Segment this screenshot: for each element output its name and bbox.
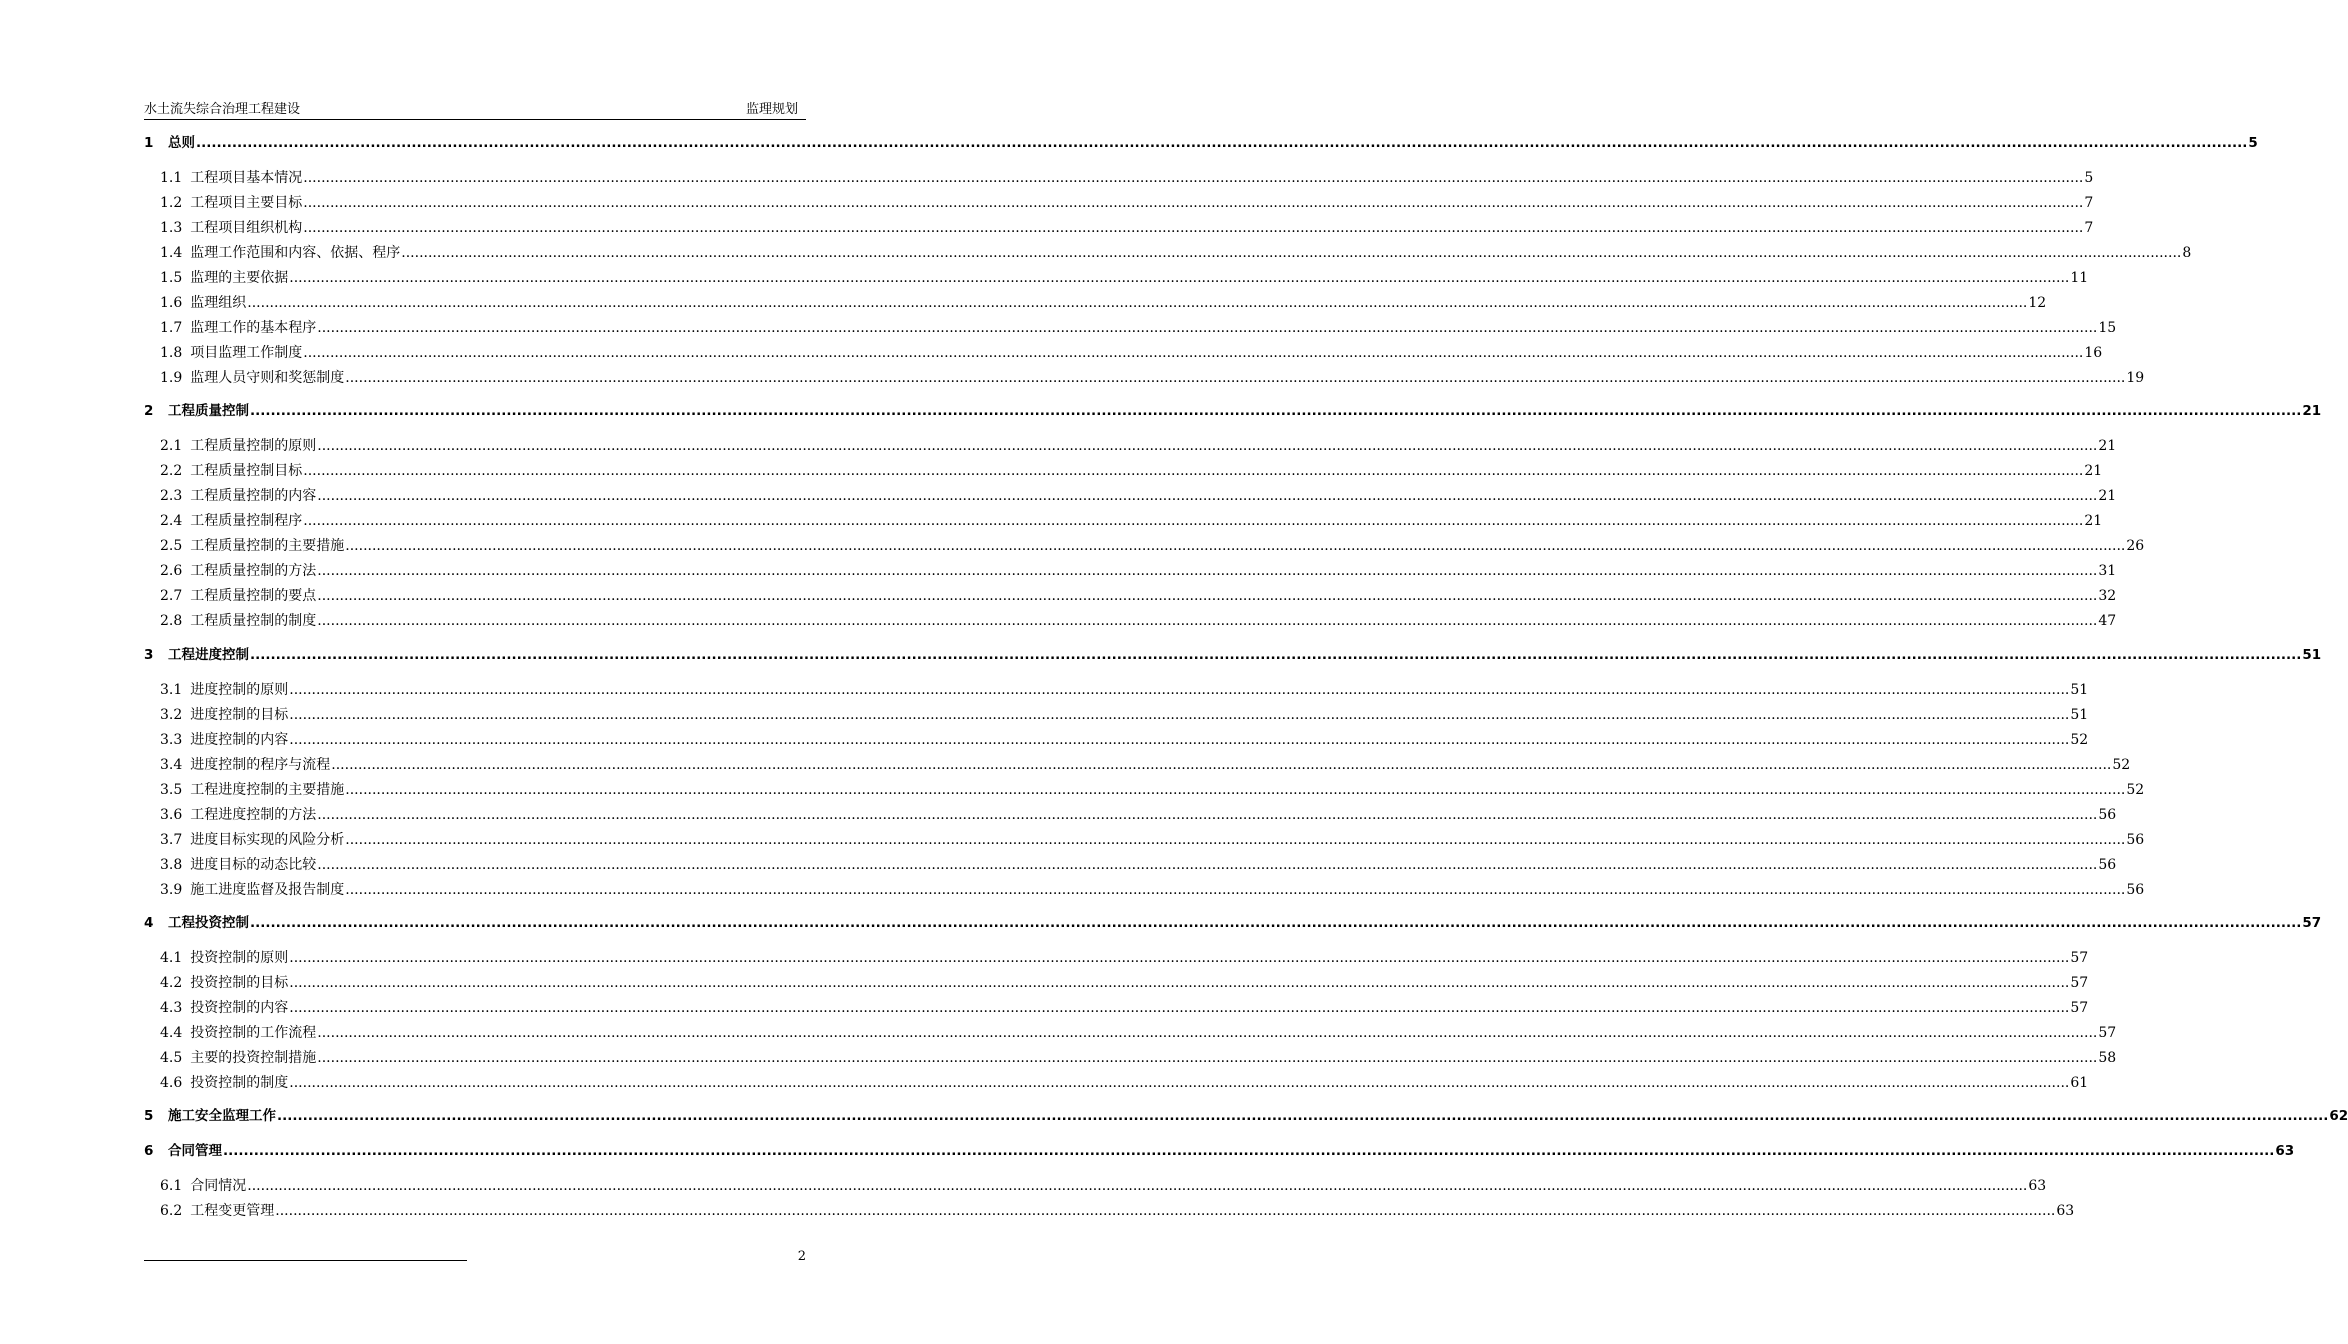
toc-entry-title: 进度目标实现的风险分析 xyxy=(190,832,345,848)
toc-dot-leader: ................................................................................................................................................................................................................................................................................................................................................................................................................ xyxy=(289,950,2070,966)
toc-entry-title: 工程质量控制的主要措施 xyxy=(190,538,345,554)
toc-entry-title: 工程质量控制的原则 xyxy=(190,438,317,454)
toc-entry-page: 31 xyxy=(2098,563,2117,579)
toc-entry-number: 2.2 xyxy=(160,463,183,479)
toc-entry-page: 56 xyxy=(2126,832,2145,848)
toc-entry-page: 63 xyxy=(2056,1203,2075,1219)
toc-entry-title: 进度控制的原则 xyxy=(190,682,289,698)
toc-chapter-entry[interactable] xyxy=(144,645,2322,665)
toc-entry-number: 1.8 xyxy=(160,345,183,361)
toc-entry-title: 工程质量控制的制度 xyxy=(190,613,317,629)
toc-section-entry[interactable] xyxy=(160,730,2089,750)
toc-entry-page: 57 xyxy=(2070,950,2089,966)
toc-dot-leader: ................................................................................................................................................................................................................................................................................................................................................................................................................ xyxy=(345,782,2126,798)
toc-entry-page: 58 xyxy=(2098,1050,2117,1066)
toc-entry-title: 工程质量控制的要点 xyxy=(190,588,317,604)
toc-section-entry[interactable] xyxy=(160,1023,2117,1043)
toc-entry-page: 21 xyxy=(2098,488,2117,504)
toc-dot-leader: ................................................................................................................................................................................................................................................................................................................................................................................................................ xyxy=(317,438,2098,454)
toc-entry-number: 1 xyxy=(144,135,154,151)
toc-section-entry[interactable] xyxy=(160,436,2117,456)
toc-entry-number: 1.2 xyxy=(160,195,183,211)
toc-entry-page: 56 xyxy=(2098,857,2117,873)
toc-entry-number: 4.1 xyxy=(160,950,183,966)
toc-entry-title: 投资控制的目标 xyxy=(190,975,289,991)
toc-section-entry[interactable] xyxy=(160,586,2117,606)
toc-section-entry[interactable] xyxy=(160,973,2089,993)
toc-entry-number: 1.7 xyxy=(160,320,183,336)
toc-entry-number: 2.8 xyxy=(160,613,183,629)
toc-dot-leader: ................................................................................................................................................................................................................................................................................................................................................................................................................ xyxy=(247,295,2028,311)
toc-entry-page: 32 xyxy=(2098,588,2117,604)
toc-section-entry[interactable] xyxy=(160,168,2094,188)
toc-entry-number: 6.2 xyxy=(160,1203,183,1219)
toc-entry-page: 52 xyxy=(2112,757,2131,773)
toc-entry-page: 51 xyxy=(2302,647,2322,663)
toc-entry-number: 2.7 xyxy=(160,588,183,604)
toc-dot-leader: ................................................................................................................................................................................................................................................................................................................................................................................................................ xyxy=(289,1000,2070,1016)
toc-dot-leader: ................................................................................................................................................................................................................................................................................................................................................................................................................ xyxy=(317,563,2098,579)
toc-entry-number: 1.6 xyxy=(160,295,183,311)
toc-chapter-entry[interactable] xyxy=(144,1141,2295,1161)
toc-entry-title: 工程质量控制的方法 xyxy=(190,563,317,579)
toc-entry-title: 工程项目组织机构 xyxy=(190,220,303,236)
toc-entry-page: 63 xyxy=(2275,1143,2295,1159)
toc-entry-title: 投资控制的制度 xyxy=(190,1075,289,1091)
toc-dot-leader: ................................................................................................................................................................................................................................................................................................................................................................................................................ xyxy=(289,1075,2070,1091)
toc-dot-leader: ................................................................................................................................................................................................................................................................................................................................................................................................................ xyxy=(223,1143,2275,1159)
toc-entry-title: 合同管理 xyxy=(168,1143,222,1159)
toc-section-entry[interactable] xyxy=(160,830,2145,850)
toc-entry-page: 56 xyxy=(2126,882,2145,898)
toc-section-entry[interactable] xyxy=(160,218,2094,238)
toc-entry-page: 57 xyxy=(2098,1025,2117,1041)
toc-dot-leader: ................................................................................................................................................................................................................................................................................................................................................................................................................ xyxy=(331,757,2112,773)
footer-divider xyxy=(144,1260,467,1261)
toc-entry-number: 2 xyxy=(144,403,154,419)
toc-dot-leader: ................................................................................................................................................................................................................................................................................................................................................................................................................ xyxy=(275,1203,2056,1219)
toc-entry-number: 6.1 xyxy=(160,1178,183,1194)
toc-entry-number: 1.1 xyxy=(160,170,183,186)
toc-section-entry[interactable] xyxy=(160,705,2089,725)
toc-entry-page: 5 xyxy=(2248,135,2258,151)
toc-dot-leader: ................................................................................................................................................................................................................................................................................................................................................................................................................ xyxy=(277,1108,2329,1124)
toc-dot-leader: ................................................................................................................................................................................................................................................................................................................................................................................................................ xyxy=(345,538,2126,554)
toc-entry-number: 2.3 xyxy=(160,488,183,504)
toc-entry-page: 52 xyxy=(2126,782,2145,798)
toc-dot-leader: ................................................................................................................................................................................................................................................................................................................................................................................................................ xyxy=(317,857,2098,873)
toc-dot-leader: ................................................................................................................................................................................................................................................................................................................................................................................................................ xyxy=(289,707,2070,723)
toc-entry-number: 4.4 xyxy=(160,1025,183,1041)
toc-entry-page: 11 xyxy=(2070,270,2089,286)
toc-entry-title: 监理人员守则和奖惩制度 xyxy=(190,370,345,386)
toc-entry-title: 监理工作的基本程序 xyxy=(190,320,317,336)
toc-entry-title: 投资控制的内容 xyxy=(190,1000,289,1016)
toc-entry-number: 2.4 xyxy=(160,513,183,529)
toc-entry-title: 监理的主要依据 xyxy=(190,270,289,286)
toc-section-entry[interactable] xyxy=(160,486,2117,506)
toc-section-entry[interactable] xyxy=(160,561,2117,581)
toc-dot-leader: ................................................................................................................................................................................................................................................................................................................................................................................................................ xyxy=(317,588,2098,604)
toc-entry-title: 工程质量控制目标 xyxy=(190,463,303,479)
toc-section-entry[interactable] xyxy=(160,1201,2075,1221)
toc-chapter-entry[interactable] xyxy=(144,133,2258,153)
toc-entry-number: 3.6 xyxy=(160,807,183,823)
toc-chapter-entry[interactable] xyxy=(144,401,2322,421)
toc-entry-title: 工程项目基本情况 xyxy=(190,170,303,186)
toc-entry-title: 监理工作范围和内容、依据、程序 xyxy=(190,245,401,261)
toc-entry-page: 21 xyxy=(2302,403,2322,419)
toc-section-entry[interactable] xyxy=(160,293,2047,313)
toc-dot-leader: ................................................................................................................................................................................................................................................................................................................................................................................................................ xyxy=(317,807,2098,823)
toc-entry-page: 21 xyxy=(2098,438,2117,454)
toc-entry-title: 工程进度控制 xyxy=(168,647,249,663)
toc-entry-number: 4.3 xyxy=(160,1000,183,1016)
toc-entry-title: 进度控制的目标 xyxy=(190,707,289,723)
toc-section-entry[interactable] xyxy=(160,680,2089,700)
toc-entry-title: 投资控制的工作流程 xyxy=(190,1025,317,1041)
toc-entry-page: 7 xyxy=(2084,195,2094,211)
toc-dot-leader: ................................................................................................................................................................................................................................................................................................................................................................................................................ xyxy=(303,195,2084,211)
toc-dot-leader: ................................................................................................................................................................................................................................................................................................................................................................................................................ xyxy=(401,245,2182,261)
toc-entry-title: 进度控制的内容 xyxy=(190,732,289,748)
toc-entry-number: 4.5 xyxy=(160,1050,183,1066)
toc-entry-title: 施工进度监督及报告制度 xyxy=(190,882,345,898)
toc-entry-number: 3.2 xyxy=(160,707,183,723)
toc-dot-leader: ................................................................................................................................................................................................................................................................................................................................................................................................................ xyxy=(250,915,2302,931)
toc-section-entry[interactable] xyxy=(160,511,2103,531)
toc-dot-leader: ................................................................................................................................................................................................................................................................................................................................................................................................................ xyxy=(289,270,2070,286)
toc-section-entry[interactable] xyxy=(160,1073,2089,1093)
header-section-title: 监理规划 xyxy=(745,102,798,117)
toc-entry-number: 3.8 xyxy=(160,857,183,873)
toc-dot-leader: ................................................................................................................................................................................................................................................................................................................................................................................................................ xyxy=(345,882,2126,898)
toc-entry-title: 工程进度控制的主要措施 xyxy=(190,782,345,798)
toc-entry-page: 51 xyxy=(2070,707,2089,723)
toc-entry-page: 16 xyxy=(2084,345,2103,361)
toc-section-entry[interactable] xyxy=(160,998,2089,1018)
toc-entry-number: 4.2 xyxy=(160,975,183,991)
toc-dot-leader: ................................................................................................................................................................................................................................................................................................................................................................................................................ xyxy=(317,1050,2098,1066)
toc-entry-number: 1.9 xyxy=(160,370,183,386)
toc-entry-page: 47 xyxy=(2098,613,2117,629)
toc-entry-page: 8 xyxy=(2182,245,2192,261)
toc-dot-leader: ................................................................................................................................................................................................................................................................................................................................................................................................................ xyxy=(289,682,2070,698)
toc-dot-leader: ................................................................................................................................................................................................................................................................................................................................................................................................................ xyxy=(247,1178,2028,1194)
toc-entry-number: 4.6 xyxy=(160,1075,183,1091)
toc-section-entry[interactable] xyxy=(160,318,2117,338)
toc-entry-number: 3 xyxy=(144,647,154,663)
toc-entry-title: 工程质量控制 xyxy=(168,403,249,419)
toc-entry-page: 26 xyxy=(2126,538,2145,554)
toc-entry-number: 3.9 xyxy=(160,882,183,898)
toc-section-entry[interactable] xyxy=(160,855,2117,875)
toc-dot-leader: ................................................................................................................................................................................................................................................................................................................................................................................................................ xyxy=(317,1025,2098,1041)
toc-entry-number: 5 xyxy=(144,1108,154,1124)
toc-section-entry[interactable] xyxy=(160,611,2117,631)
toc-entry-title: 施工安全监理工作 xyxy=(168,1108,276,1124)
toc-entry-page: 51 xyxy=(2070,682,2089,698)
toc-entry-page: 52 xyxy=(2070,732,2089,748)
toc-dot-leader: ................................................................................................................................................................................................................................................................................................................................................................................................................ xyxy=(250,403,2302,419)
toc-dot-leader: ................................................................................................................................................................................................................................................................................................................................................................................................................ xyxy=(317,488,2098,504)
toc-entry-title: 项目监理工作制度 xyxy=(190,345,303,361)
toc-dot-leader: ................................................................................................................................................................................................................................................................................................................................................................................................................ xyxy=(345,370,2126,386)
toc-dot-leader: ................................................................................................................................................................................................................................................................................................................................................................................................................ xyxy=(303,463,2084,479)
toc-dot-leader: ................................................................................................................................................................................................................................................................................................................................................................................................................ xyxy=(345,832,2126,848)
toc-section-entry[interactable] xyxy=(160,536,2145,556)
toc-entry-page: 19 xyxy=(2126,370,2145,386)
toc-entry-title: 合同情况 xyxy=(190,1178,247,1194)
footer-page-number: 2 xyxy=(797,1249,806,1264)
toc-entry-title: 投资控制的原则 xyxy=(190,950,289,966)
toc-dot-leader: ................................................................................................................................................................................................................................................................................................................................................................................................................ xyxy=(289,975,2070,991)
toc-entry-title: 总则 xyxy=(168,135,195,151)
toc-section-entry[interactable] xyxy=(160,193,2094,213)
header-document-title: 水土流失综合治理工程建设 xyxy=(144,102,301,117)
toc-entry-title: 工程质量控制程序 xyxy=(190,513,303,529)
toc-section-entry[interactable] xyxy=(160,368,2145,388)
toc-entry-number: 3.3 xyxy=(160,732,183,748)
toc-dot-leader: ................................................................................................................................................................................................................................................................................................................................................................................................................ xyxy=(289,732,2070,748)
toc-entry-page: 7 xyxy=(2084,220,2094,236)
toc-entry-page: 21 xyxy=(2084,513,2103,529)
toc-section-entry[interactable] xyxy=(160,1176,2047,1196)
toc-entry-title: 工程变更管理 xyxy=(190,1203,275,1219)
toc-entry-number: 1.5 xyxy=(160,270,183,286)
toc-entry-page: 15 xyxy=(2098,320,2117,336)
toc-entry-page: 12 xyxy=(2028,295,2047,311)
toc-entry-number: 6 xyxy=(144,1143,154,1159)
toc-entry-number: 2.1 xyxy=(160,438,183,454)
toc-entry-page: 5 xyxy=(2084,170,2094,186)
toc-dot-leader: ................................................................................................................................................................................................................................................................................................................................................................................................................ xyxy=(303,513,2084,529)
toc-dot-leader: ................................................................................................................................................................................................................................................................................................................................................................................................................ xyxy=(196,135,2248,151)
toc-entry-title: 工程质量控制的内容 xyxy=(190,488,317,504)
toc-dot-leader: ................................................................................................................................................................................................................................................................................................................................................................................................................ xyxy=(303,345,2084,361)
toc-entry-number: 3.1 xyxy=(160,682,183,698)
toc-section-entry[interactable] xyxy=(160,880,2145,900)
toc-entry-page: 57 xyxy=(2070,975,2089,991)
toc-section-entry[interactable] xyxy=(160,1048,2117,1068)
toc-entry-title: 工程投资控制 xyxy=(168,915,249,931)
toc-entry-title: 进度目标的动态比较 xyxy=(190,857,317,873)
toc-section-entry[interactable] xyxy=(160,343,2103,363)
toc-section-entry[interactable] xyxy=(160,948,2089,968)
toc-entry-title: 工程进度控制的方法 xyxy=(190,807,317,823)
toc-entry-number: 3.4 xyxy=(160,757,183,773)
toc-section-entry[interactable] xyxy=(160,755,2131,775)
toc-dot-leader: ................................................................................................................................................................................................................................................................................................................................................................................................................ xyxy=(303,170,2084,186)
toc-entry-page: 57 xyxy=(2070,1000,2089,1016)
toc-dot-leader: ................................................................................................................................................................................................................................................................................................................................................................................................................ xyxy=(317,320,2098,336)
toc-entry-title: 进度控制的程序与流程 xyxy=(190,757,331,773)
toc-entry-number: 1.4 xyxy=(160,245,183,261)
toc-entry-number: 4 xyxy=(144,915,154,931)
toc-section-entry[interactable] xyxy=(160,780,2145,800)
toc-section-entry[interactable] xyxy=(160,268,2089,288)
toc-section-entry[interactable] xyxy=(160,805,2117,825)
toc-entry-page: 57 xyxy=(2302,915,2322,931)
toc-entry-number: 2.5 xyxy=(160,538,183,554)
toc-entry-page: 56 xyxy=(2098,807,2117,823)
toc-dot-leader: ................................................................................................................................................................................................................................................................................................................................................................................................................ xyxy=(303,220,2084,236)
toc-entry-number: 3.7 xyxy=(160,832,183,848)
toc-section-entry[interactable] xyxy=(160,461,2103,481)
toc-entry-page: 21 xyxy=(2084,463,2103,479)
toc-entry-page: 61 xyxy=(2070,1075,2089,1091)
toc-section-entry[interactable] xyxy=(160,243,2192,263)
toc-dot-leader: ................................................................................................................................................................................................................................................................................................................................................................................................................ xyxy=(317,613,2098,629)
toc-entry-title: 工程项目主要目标 xyxy=(190,195,303,211)
toc-entry-page: 63 xyxy=(2028,1178,2047,1194)
toc-entry-number: 3.5 xyxy=(160,782,183,798)
toc-chapter-entry[interactable] xyxy=(144,1106,2348,1126)
toc-entry-title: 主要的投资控制措施 xyxy=(190,1050,317,1066)
toc-entry-title: 监理组织 xyxy=(190,295,247,311)
toc-entry-number: 2.6 xyxy=(160,563,183,579)
toc-dot-leader: ................................................................................................................................................................................................................................................................................................................................................................................................................ xyxy=(250,647,2302,663)
toc-entry-page: 62 xyxy=(2329,1108,2348,1124)
toc-chapter-entry[interactable] xyxy=(144,913,2322,933)
toc-entry-number: 1.3 xyxy=(160,220,183,236)
